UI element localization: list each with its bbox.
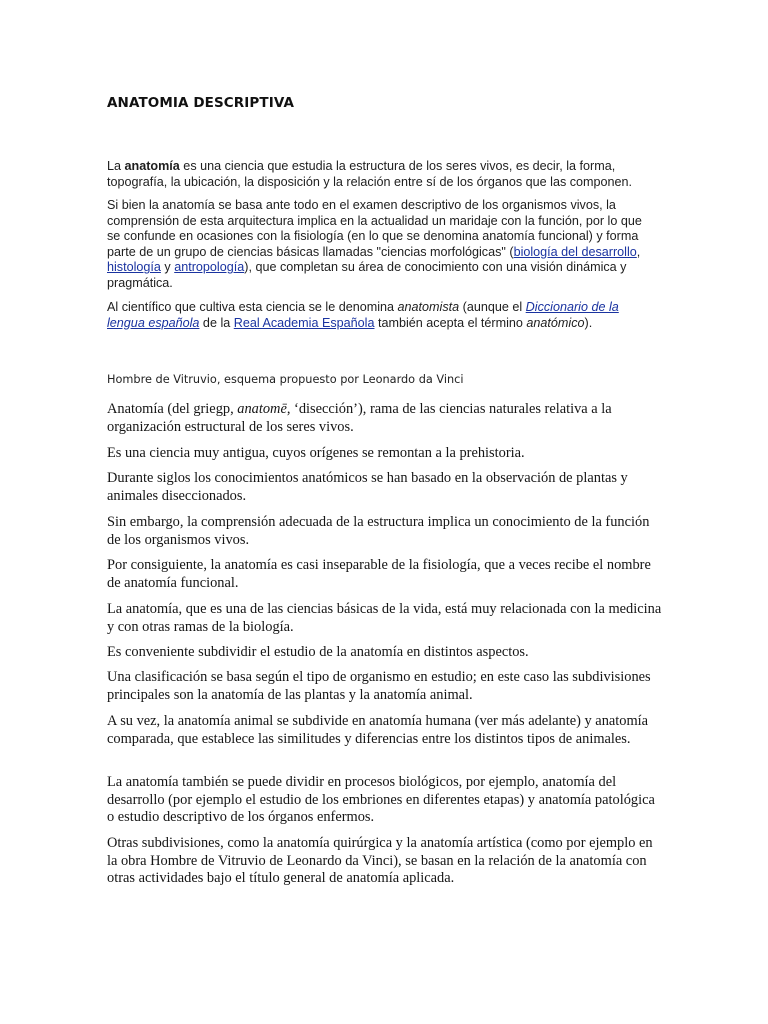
italic-term: anatómico — [526, 315, 585, 330]
text-run: Anatomía (del griegp, — [107, 401, 238, 417]
text-run: (aunque el — [459, 300, 526, 314]
text-run: Al científico que cultiva esta ciencia se le denomina — [107, 300, 398, 314]
image-caption: Hombre de Vitruvio, esquema propuesto por Leonardo da Vinci — [107, 373, 464, 386]
text-run: , — [636, 244, 641, 259]
body-paragraph-5: Por consiguiente, la anatomía es casi inseparable de la fisiología, que a veces recibe el nombre de anatomía funcional. — [107, 557, 651, 591]
body-paragraph-4: Sin embargo, la comprensión adecuada de la estructura implica un conocimiento de la función de los organismos vivos. — [107, 514, 650, 548]
body-paragraph-7: Es conveniente subdividir el estudio de la anatomía en distintos aspectos. — [107, 644, 529, 660]
text-run: ). — [584, 315, 593, 330]
link-histologia[interactable]: histología — [107, 260, 161, 275]
body-paragraph-2: Es una ciencia muy antigua, cuyos orígenes se remontan a la prehistoria. — [107, 445, 525, 461]
text-run: La — [107, 159, 125, 173]
italic-term: anatomista — [397, 300, 460, 314]
body-paragraph-11: Otras subdivisiones, como la anatomía quirúrgica y la anatomía artística (como por ejemplo en la obra Hombre de Vitruvio de Leonardo da Vinci), se basan en la relación de la anatomía con otras actividades bajo el título general de anatomía aplicada. — [107, 835, 653, 886]
body-paragraph-10: La anatomía también se puede dividir en procesos biológicos, por ejemplo, anatomía del desarrollo (por ejemplo el estudio de los embriones en diferentes etapas) y anatomía patológica o estudio descriptivo de los órganos enfermos. — [107, 774, 655, 825]
body-paragraph-1 — [107, 401, 663, 436]
body-paragraph-8: Una clasificación se basa según el tipo de organismo en estudio; en este caso las subdivisiones principales son la anatomía de las plantas y la anatomía animal. — [107, 669, 651, 703]
intro-paragraph-2 — [107, 198, 652, 292]
text-run: , ‘disección’), rama de las ciencias naturales relativa a la organización estructural de los seres vivos. — [107, 401, 612, 435]
text-run: también acepta el término — [374, 315, 527, 330]
link-biologia-del-desarrollo[interactable]: biología del desarrollo — [513, 244, 637, 259]
text-run: ), que completan su área de conocimiento con una visión dinámica y pragmática. — [107, 260, 627, 290]
intro-paragraph-3 — [107, 300, 652, 331]
body-paragraph-3: Durante siglos los conocimientos anatómicos se han basado en la observación de plantas y animales diseccionados. — [107, 470, 628, 504]
intro-paragraph-1 — [107, 159, 652, 190]
text-run: de la — [199, 315, 234, 330]
body-paragraph-9: A su vez, la anatomía animal se subdivide en anatomía humana (ver más adelante) y anatomía comparada, que establece las similitudes y diferencias entre los distintos tipos de animales. — [107, 713, 649, 747]
text-run: Si bien la anatomía se basa ante todo en el examen descriptivo de los organismos vivos, la comprensión de esta arquitectura implica en la actualidad un maridaje con la función, por lo que se confunde en ocasiones con la fisiología (en lo que se denomina anatomía funcional) y forma parte de un grupo de ciencias básicas llamadas "ciencias morfológicas" ( — [107, 198, 642, 259]
link-diccionario[interactable]: Diccionario de la lengua española — [107, 300, 619, 330]
bold-term: anatomía — [124, 159, 180, 173]
link-real-academia[interactable]: Real Academia Española — [233, 315, 375, 330]
text-run: es una ciencia que estudia la estructura de los seres vivos, es decir, la forma, topografía, la ubicación, la disposición y la relación entre sí de los órganos que las componen. — [107, 159, 633, 189]
text-run: y — [160, 260, 175, 275]
body-paragraph-6: La anatomía, que es una de las ciencias básicas de la vida, está muy relacionada con la medicina y con otras ramas de la biología. — [107, 601, 662, 635]
document-title: ANATOMIA DESCRIPTIVA — [107, 95, 295, 111]
link-antropologia[interactable]: antropología — [174, 260, 245, 275]
italic-term: anatomē — [237, 401, 287, 417]
